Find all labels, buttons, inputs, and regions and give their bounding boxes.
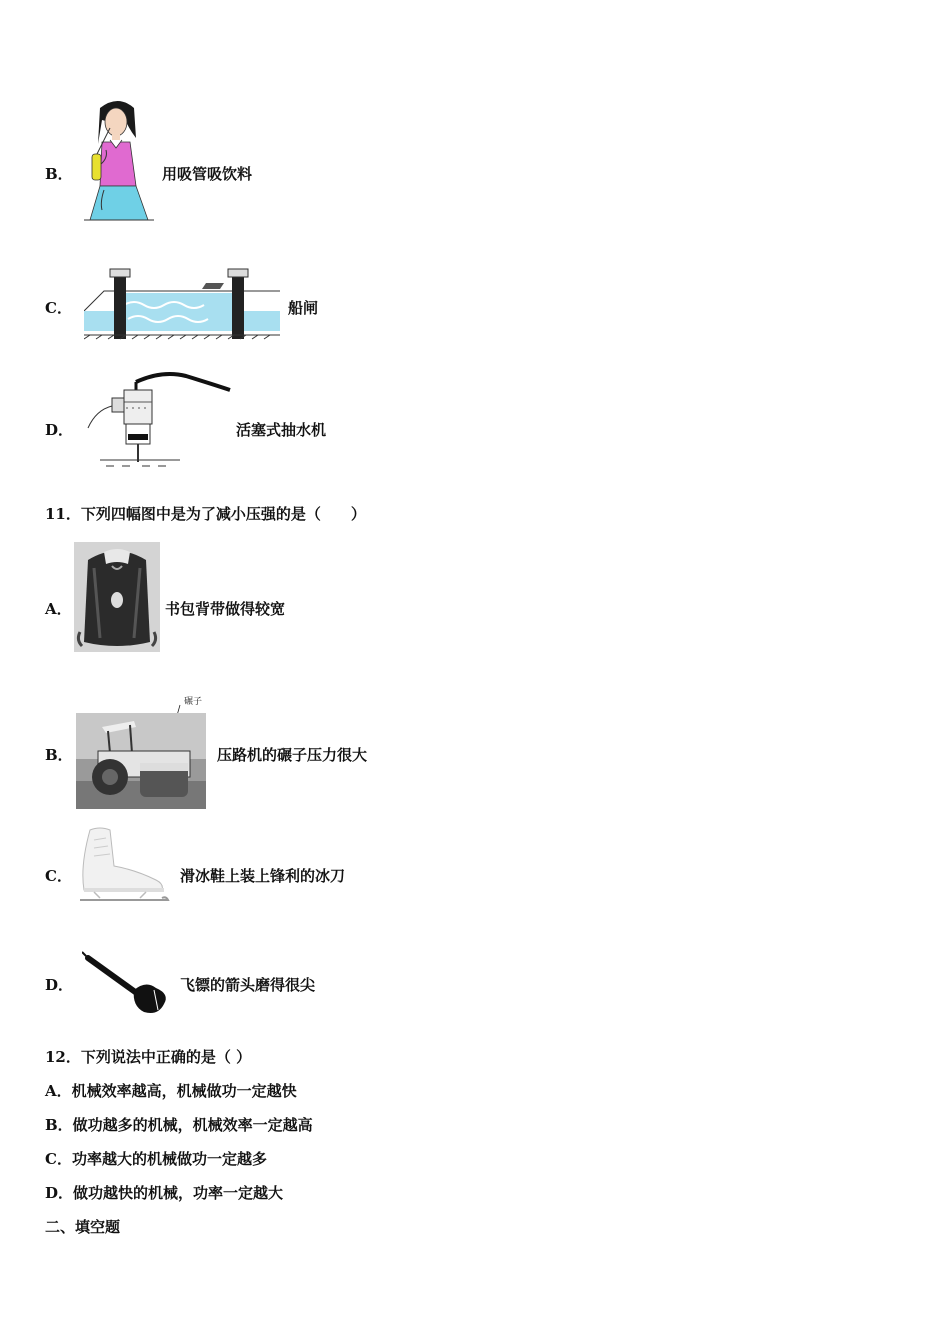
q10-option-b-letter: B． [45, 165, 73, 183]
q11-option-c-text: 滑冰鞋上装上锋利的冰刀 [180, 867, 346, 885]
q12-option-d: D．做功越快的机械，功率一定越大 [45, 1184, 284, 1202]
q12-option-c: C．功率越大的机械做功一定越多 [45, 1150, 267, 1168]
q10-option-c-letter: C． [45, 299, 72, 317]
q10-option-b-text: 用吸管吸饮料 [162, 165, 253, 183]
q12-stem: 12．下列说法中正确的是（ ） [45, 1048, 252, 1066]
q11-option-d-text: 飞镖的箭头磨得很尖 [180, 976, 316, 994]
q12-option-a: A．机械效率越高，机械做功一定越快 [45, 1082, 297, 1100]
q11-option-a-text: 书包背带做得较宽 [165, 600, 286, 618]
q11-option-c-letter: C． [45, 867, 72, 885]
q11-option-b-text: 压路机的碾子压力很大 [217, 746, 368, 764]
q11-option-b-letter: B． [45, 746, 73, 764]
backpack-icon [74, 542, 160, 652]
q12-option-b: B．做功越多的机械，机械效率一定越高 [45, 1116, 313, 1134]
ice-skate-icon [76, 826, 170, 906]
ship-lock-icon [84, 265, 280, 345]
q10-option-d-letter: D． [45, 421, 74, 439]
section-title: 二、填空题 [45, 1218, 121, 1236]
q11-stem: 11．下列四幅图中是为了减小压强的是（ ） [45, 505, 366, 523]
road-roller-icon [76, 693, 206, 809]
dart-icon [82, 950, 174, 1022]
piston-pump-icon [82, 368, 232, 472]
girl-drinking-straw-icon [84, 98, 154, 222]
q10-option-d-text: 活塞式抽水机 [236, 421, 327, 439]
q11-option-a-letter: A． [45, 600, 72, 618]
q11-option-d-letter: D． [45, 976, 74, 994]
road-roller-figure-label: 碾子 [184, 697, 203, 707]
q10-option-c-text: 船闸 [288, 299, 319, 317]
